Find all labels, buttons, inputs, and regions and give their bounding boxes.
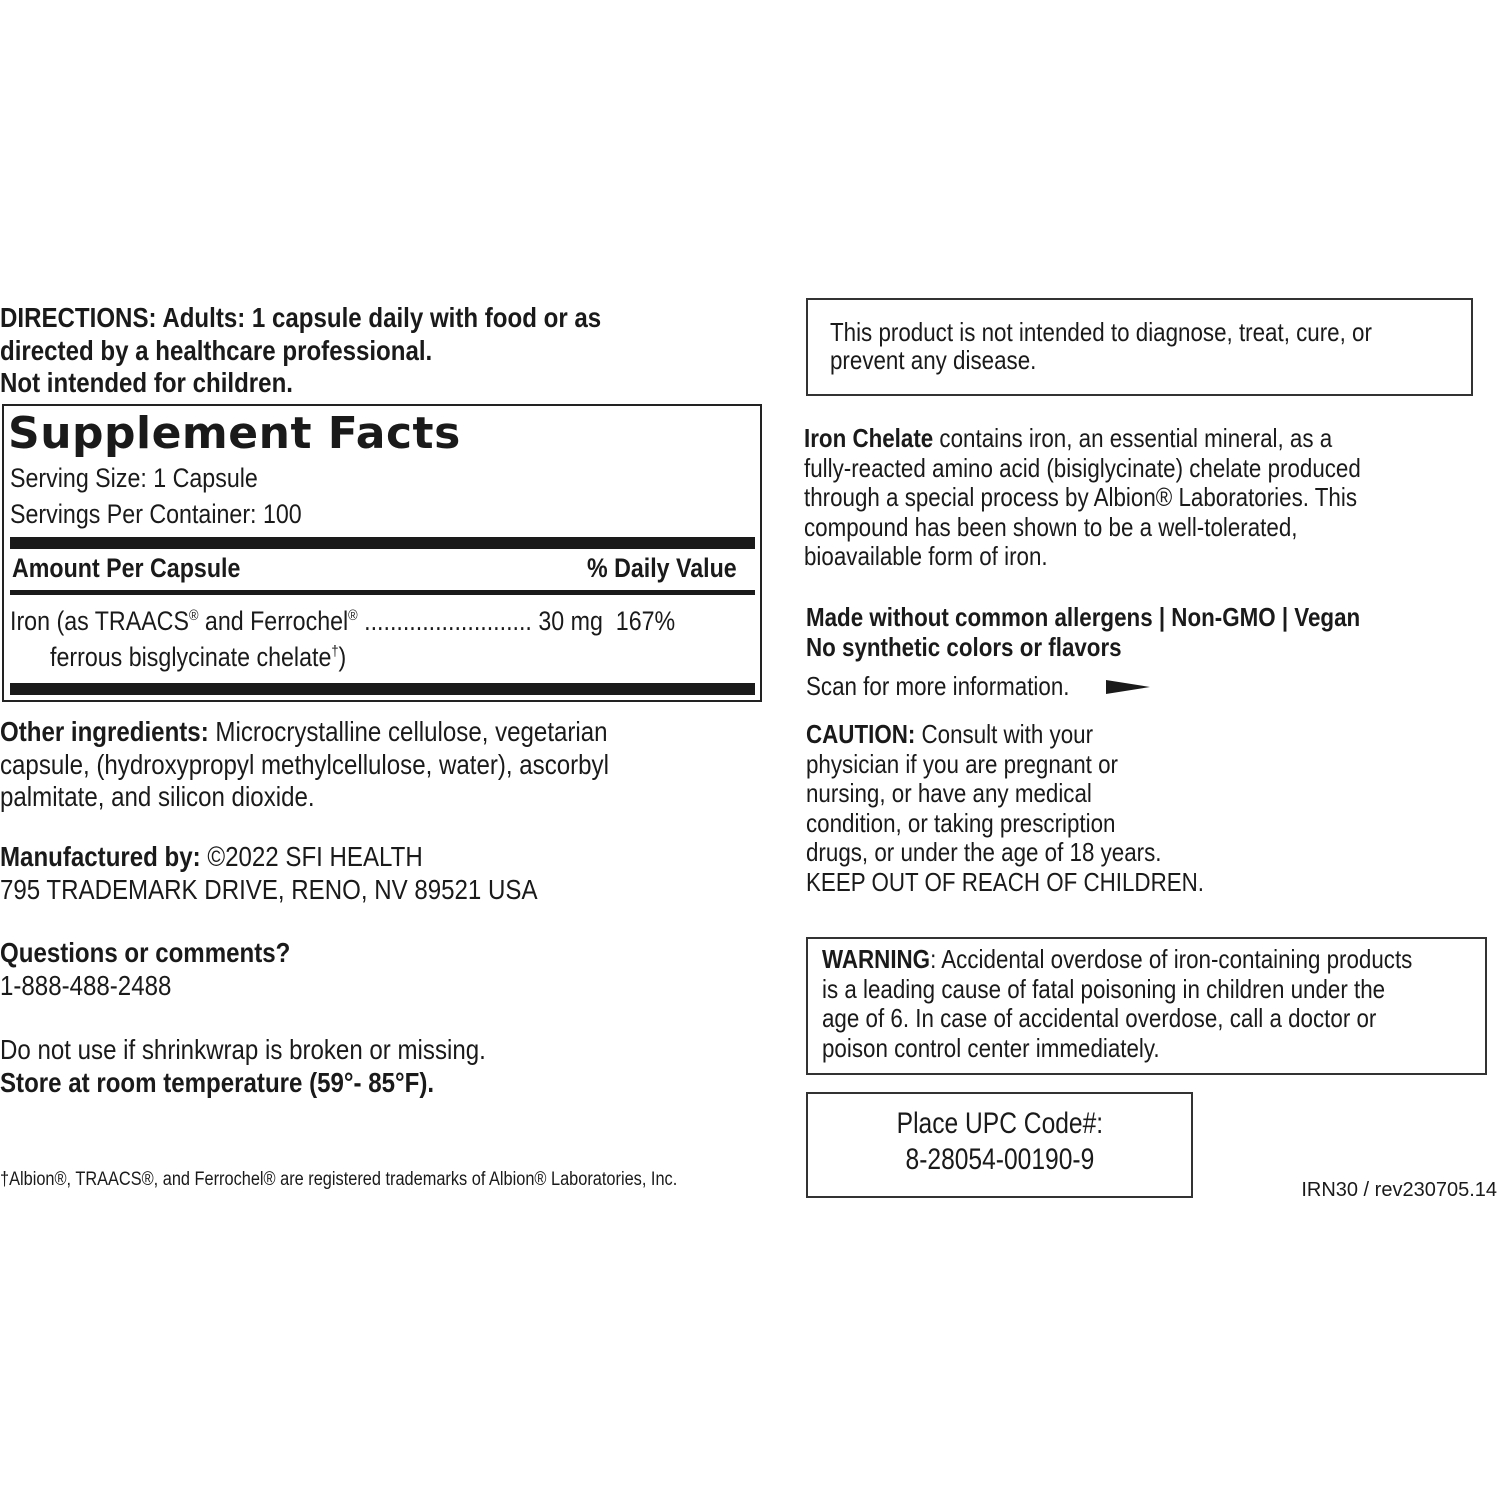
nutrient-form: ferrous bisglycinate chelate [50,642,332,672]
serving-size: Serving Size: 1 Capsule [10,463,258,493]
description-line: compound has been shown to be a well-tolerated, [804,511,1298,542]
scan-text: Scan for more information. [806,671,1070,701]
manufacturer-label: Manufactured by: [0,841,201,872]
registered-mark: ® [188,607,199,624]
thick-divider [10,683,755,695]
nutrient-row-iron [10,606,878,637]
warning-line: poison control center immediately. [822,1032,1160,1063]
manufacturer-name: ©2022 SFI HEALTH [200,841,423,872]
other-ingredients-text: palmitate, and silicon dioxide. [0,781,315,812]
claims-line: No synthetic colors or flavors [806,632,1122,662]
warning-line: : Accidental overdose of iron-containing products [930,944,1413,974]
nutrient-amount: 30 mg [538,606,603,636]
description-line: bioavailable form of iron. [804,541,1048,571]
nutrient-name: Iron (as TRAACS [10,606,189,636]
other-ingredients-label: Other ingredients: [0,716,209,747]
directions-text [0,302,601,400]
manufacturer-address: 795 TRADEMARK DRIVE, RENO, NV 89521 USA [0,873,538,905]
contact-info [0,937,290,1002]
disclaimer-line: This product is not intended to diagnose, treat, cure, or [830,317,1372,347]
other-ingredients [0,716,654,814]
arrow-right-icon [1106,680,1150,694]
product-description [804,424,1361,572]
warning-text [822,945,1412,1063]
trademark-note: †Albion®, TRAACS®, and Ferrochel® are registered trademarks of Albion® Laboratories, Inc. [0,1169,678,1190]
warning-label: WARNING [822,944,931,974]
caution-line: Consult with your [915,719,1094,749]
caution-text [806,720,1204,897]
servings-per-container: Servings Per Container: 100 [10,499,302,529]
nutrient-daily-value: 167% [615,606,676,636]
nutrient-row-continuation [50,642,346,673]
warning-line: is a leading cause of fatal poisoning in children under the [822,973,1386,1004]
caution-label: CAUTION: [806,719,916,749]
product-name: Iron Chelate [804,423,934,453]
manufacturer-info [0,841,538,906]
warning-line: age of 6. In case of accidental overdose, call a doctor or [822,1003,1377,1033]
dot-leader: .......................... [357,606,532,636]
directions-line: DIRECTIONS: Adults: 1 capsule daily with food or as [0,302,602,333]
other-ingredients-text: capsule, (hydroxypropyl methylcellulose, water), ascorbyl [0,748,609,780]
directions-line: directed by a healthcare professional. [0,334,433,366]
nutrient-name-cont: and Ferrochel [198,606,349,636]
caution-line: condition, or taking prescription [806,807,1116,838]
caution-line: drugs, or under the age of 18 years. [806,837,1162,867]
disclaimer-line: prevent any disease. [830,345,1037,375]
description-line: contains iron, an essential mineral, as a [933,423,1333,453]
caution-line: nursing, or have any medical [806,778,1092,808]
description-line: through a special process by Albion® Laboratories. This [804,482,1358,512]
amount-per-capsule-header: Amount Per Capsule [12,553,241,583]
daily-value-header: % Daily Value [587,553,737,583]
supplement-facts-title: Supplement Facts [8,408,461,459]
storage-temperature: Store at room temperature (59°- 85°F). [0,1066,435,1098]
storage-info [0,1034,486,1099]
upc-label: Place UPC Code#: [896,1107,1103,1140]
contact-label: Questions or comments? [0,937,291,968]
close-paren: ) [338,642,347,672]
shrinkwrap-note: Do not use if shrinkwrap is broken or missing. [0,1034,486,1065]
caution-line: physician if you are pregnant or [806,748,1118,779]
claims-line: Made without common allergens | Non-GMO | Vegan [806,602,1361,632]
directions-line: Not intended for children. [0,367,293,398]
serving-info [10,460,302,532]
product-claims [806,602,1360,662]
other-ingredients-text: Microcrystalline cellulose, vegetarian [208,716,608,747]
description-line: fully-reacted amino acid (bisiglycinate) chelate produced [804,452,1361,483]
upc-info [806,1106,1193,1178]
thin-divider [10,590,755,595]
upc-code: 8-28054-00190-9 [905,1143,1094,1176]
thick-divider [10,537,755,549]
registered-mark: ® [348,607,358,624]
disclaimer-text [830,318,1372,374]
dagger-mark: † [331,643,339,660]
caution-line: KEEP OUT OF REACH OF CHILDREN. [806,866,1205,897]
revision-code: IRN30 / rev230705.14 [1301,1179,1497,1201]
scan-prompt [806,671,1150,701]
contact-phone: 1-888-488-2488 [0,969,172,1001]
